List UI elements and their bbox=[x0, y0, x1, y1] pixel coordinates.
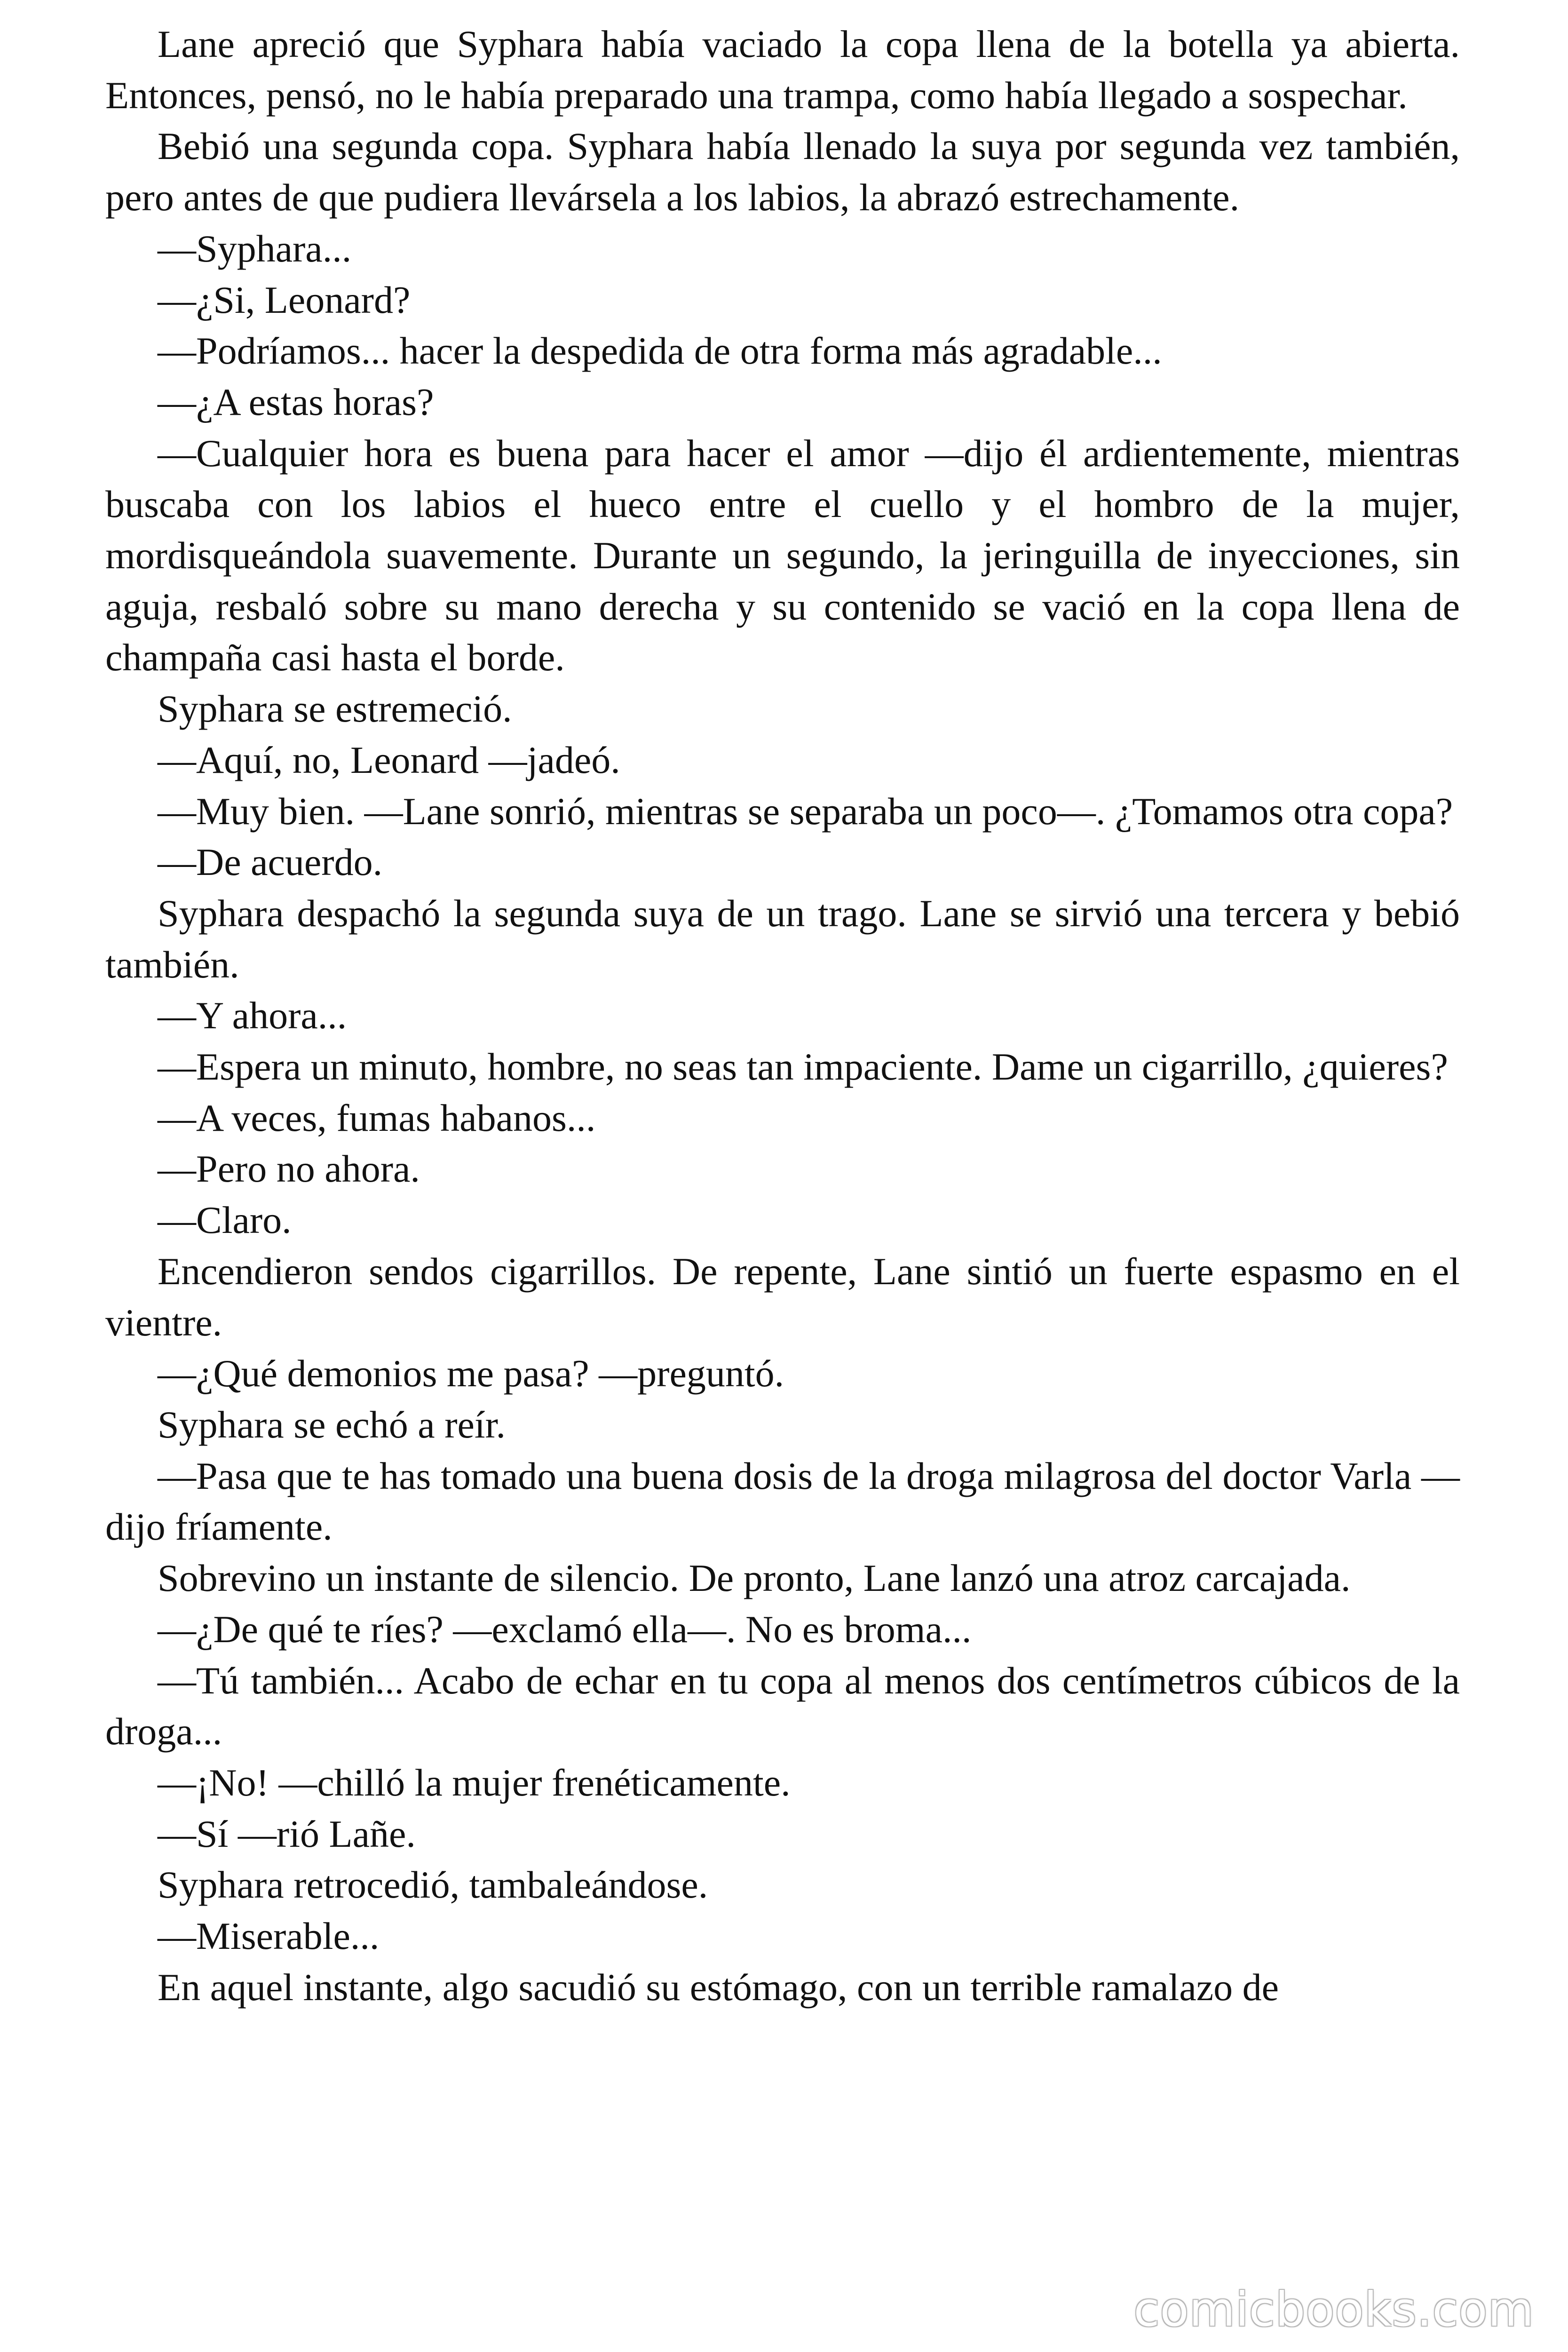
paragraph: Syphara retrocedió, tambaleándose. bbox=[158, 1863, 708, 1907]
paragraph: —Syphara... bbox=[158, 227, 352, 270]
paragraph: —A veces, fumas habanos... bbox=[158, 1096, 596, 1139]
paragraph: Syphara despachó la segunda suya de un trago. Lane se sirvió una tercera y bebió también. bbox=[105, 891, 1460, 986]
paragraph: —Pasa que te has tomado una buena dosis de la droga milagrosa del doctor Varla —dijo fríamente. bbox=[105, 1454, 1460, 1549]
paragraph: —¿Qué demonios me pasa? —preguntó. bbox=[158, 1352, 784, 1395]
page-body bbox=[105, 19, 1460, 2013]
paragraph: —Muy bien. —Lane sonrió, mientras se separaba un poco—. ¿Tomamos otra copa? bbox=[158, 789, 1453, 833]
paragraph: Syphara se estremeció. bbox=[158, 687, 512, 731]
paragraph: Syphara se echó a reír. bbox=[158, 1403, 506, 1446]
paragraph: Sobrevino un instante de silencio. De pronto, Lane lanzó una atroz carcajada. bbox=[158, 1557, 1351, 1600]
paragraph: —Claro. bbox=[158, 1199, 292, 1242]
paragraph: Bebió una segunda copa. Syphara había llenado la suya por segunda vez también, pero antes de que pudiera llevársela a los labios, la abrazó estrechamente. bbox=[105, 125, 1460, 219]
paragraph: —Podríamos... hacer la despedida de otra forma más agradable... bbox=[158, 329, 1162, 373]
paragraph: —Tú también... Acabo de echar en tu copa al menos dos centímetros cúbicos de la droga... bbox=[105, 1659, 1460, 1753]
paragraph: —Espera un minuto, hombre, no seas tan impaciente. Dame un cigarrillo, ¿quieres? bbox=[158, 1045, 1448, 1089]
paragraph: —Y ahora... bbox=[158, 994, 347, 1037]
paragraph: Lane apreció que Syphara había vaciado la copa llena de la botella ya abierta. Entonces, pensó, no le había preparado una trampa, como había llegado a sospechar. bbox=[105, 23, 1460, 117]
paragraph: En aquel instante, algo sacudió su estómago, con un terrible ramalazo de bbox=[158, 1965, 1279, 2009]
paragraph: —Pero no ahora. bbox=[158, 1147, 420, 1191]
paragraph: —¿A estas horas? bbox=[158, 380, 434, 423]
paragraph: —Aquí, no, Leonard —jadeó. bbox=[158, 738, 620, 781]
paragraph: —Miserable... bbox=[158, 1915, 380, 1958]
paragraph: —Cualquier hora es buena para hacer el amor —dijo él ardientemente, mientras buscaba con los labios el hueco entre el cuello y el hombro de la mujer, mordisqueándola suavemente. Durante un segundo, la jeringuilla de inyecciones, sin aguja, resbaló sobre su mano derecha y su contenido se vació en la copa llena de champaña casi hasta el borde. bbox=[105, 431, 1460, 679]
paragraph: Encendieron sendos cigarrillos. De repente, Lane sintió un fuerte espasmo en el vientre. bbox=[105, 1249, 1460, 1344]
paragraph: —De acuerdo. bbox=[158, 841, 383, 884]
paragraph: —¿Si, Leonard? bbox=[158, 278, 411, 321]
paragraph: —¡No! —chilló la mujer frenéticamente. bbox=[158, 1761, 791, 1804]
watermark: comicbooks.com bbox=[1133, 2282, 1534, 2337]
paragraph: —Sí —rió Lañe. bbox=[158, 1812, 416, 1855]
paragraph: —¿De qué te ríes? —exclamó ella—. No es broma... bbox=[158, 1607, 972, 1651]
